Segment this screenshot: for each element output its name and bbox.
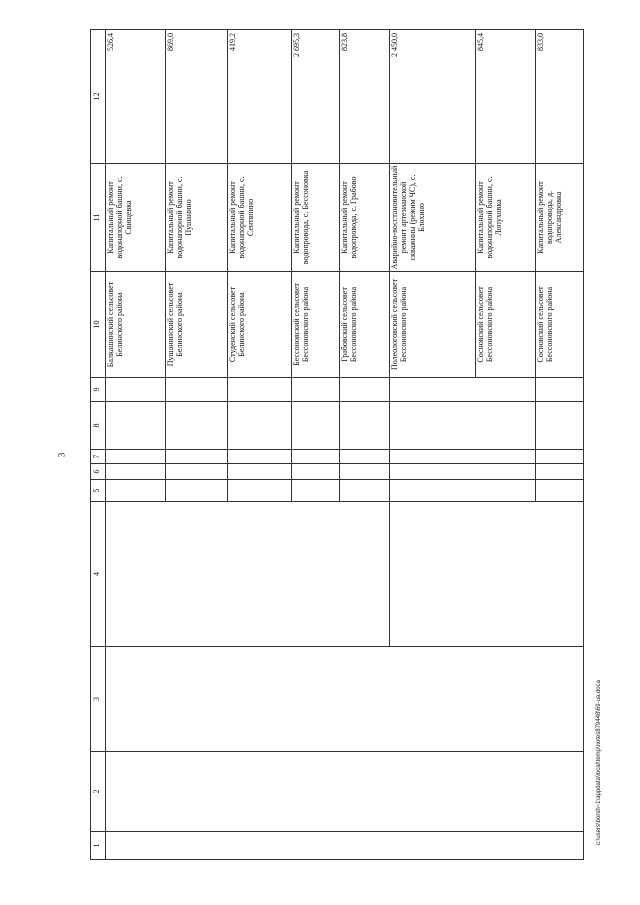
table-cell-9 [106, 378, 166, 402]
municipality-cell: Пушанинский сельсовет Белинского района [166, 272, 228, 378]
page-number: 3 [56, 452, 67, 458]
work-description-cell: Капитальный ремонт водонапорной башни, с. Сентяпино [228, 164, 292, 272]
column-header: 9 [91, 378, 106, 402]
table-row [106, 30, 166, 860]
table-cell-6 [106, 464, 166, 480]
amount-cell: 2 695,3 [292, 30, 340, 164]
municipality-cell: Балкашинский сельсовет Белинского района [106, 272, 166, 378]
table-cell-4 [106, 502, 390, 647]
column-header: 1 [91, 832, 106, 860]
work-description-cell: Капитальный ремонт водопровода, д. Александровка [536, 164, 584, 272]
table-cell-5 [106, 480, 166, 502]
amount-cell: 2 450,0 [390, 30, 476, 164]
table-cell-2 [106, 752, 584, 832]
rotated-table-container [90, 30, 590, 860]
work-description-cell: Капитальный ремонт водопровода, с. Бессоновка [292, 164, 340, 272]
work-description-cell: Аварийно-восстановительный ремонт артезианской скважины (режим ЧС), с. Блохино [390, 164, 476, 272]
amount-cell: 526,4 [106, 30, 166, 164]
column-header: 10 [91, 272, 106, 378]
column-header: 4 [91, 502, 106, 647]
municipality-cell: Бессоновский сельсовет Бессоновского района [292, 272, 340, 378]
column-header: 3 [91, 647, 106, 752]
municipality-cell: Сосновский сельсовет Бессоновского района [536, 272, 584, 378]
table-cell-8 [106, 402, 166, 450]
amount-cell: 845,4 [476, 30, 536, 164]
table-cell-3 [106, 647, 584, 752]
amount-cell: 869,0 [166, 30, 228, 164]
file-path-footer: c:\users\borsh~1\appdata\local\temp\notes879448\69-ua.doca [596, 680, 602, 845]
amount-cell: 833,0 [536, 30, 584, 164]
work-description-cell: Капитальный ремонт водонапорной башни, с. Свищевка [106, 164, 166, 272]
work-description-cell: Капитальный ремонт водонапорной башни, с. Лопуховка [476, 164, 536, 272]
column-header: 11 [91, 164, 106, 272]
work-description-cell: Капитальный ремонт водонапорной башни, с. Пушанино [166, 164, 228, 272]
table-cell-7 [106, 450, 166, 464]
header-row [91, 30, 106, 860]
column-header: 12 [91, 30, 106, 164]
column-header: 5 [91, 480, 106, 502]
municipality-cell: Полеологовский сельсовет Бессоновского района [390, 272, 476, 378]
municipality-cell: Студенский сельсовет Белинского района [228, 272, 292, 378]
municipality-cell: Сосновский сельсовет Бессоновского района [476, 272, 536, 378]
work-description-cell: Капитальный ремонт водопровода, с. Грабово [340, 164, 390, 272]
column-header: 7 [91, 450, 106, 464]
table-cell-1 [106, 832, 584, 860]
column-header: 2 [91, 752, 106, 832]
column-header: 8 [91, 402, 106, 450]
data-table [90, 29, 584, 860]
column-header: 6 [91, 464, 106, 480]
municipality-cell: Грабовский сельсовет Бессоновского района [340, 272, 390, 378]
amount-cell: 419,2 [228, 30, 292, 164]
amount-cell: 823,8 [340, 30, 390, 164]
